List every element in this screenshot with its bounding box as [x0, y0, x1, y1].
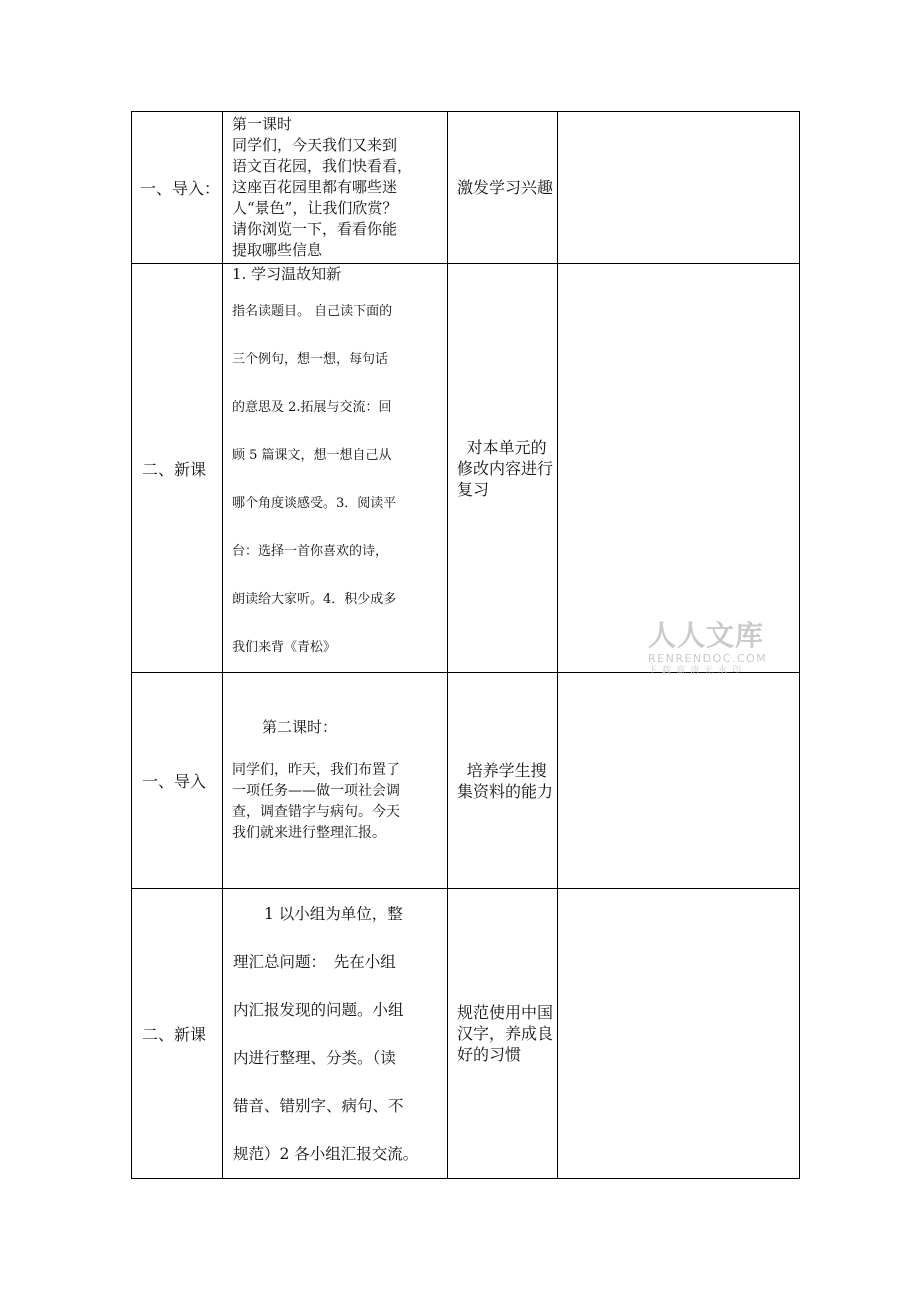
stage-cell: 一、导入 — [132, 673, 223, 889]
content-line: 请你浏览一下，看看你能 — [232, 220, 398, 238]
content-line: 1 以小组为单位，整 — [264, 904, 403, 923]
content-line: 查，调查错字与病句。今天 — [232, 804, 400, 820]
goal-cell: 培养学生搜集资料的能力 — [448, 673, 558, 889]
content-line: 一项任务——做一项社会调 — [232, 783, 400, 799]
content-line: 人“景色”，让我们欣赏？ — [232, 199, 398, 217]
content-cell — [223, 889, 448, 1179]
content-line: 同学们，昨天，我们布置了 — [232, 762, 400, 778]
content-line: 理汇总问题： 先在小组 — [233, 952, 396, 971]
watermark-logo: 人人文库 — [648, 619, 765, 652]
content-line: 语文百花园，我们快看看， — [232, 157, 413, 175]
goal-cell: 规范使用中国汉字，养成良好的习惯 — [448, 889, 558, 1179]
stage-cell: 一、导入： — [132, 112, 223, 264]
note-cell — [558, 889, 800, 1179]
content-line: 朗读给大家听。4．积少成多 — [232, 592, 397, 607]
content-line: 规范）2 各小组汇报交流。 — [233, 1144, 419, 1163]
content-cell — [223, 112, 448, 264]
table-row — [132, 112, 800, 264]
table-row — [132, 889, 800, 1179]
table-row — [132, 264, 800, 673]
content-line: 提取哪些信息 — [232, 241, 323, 259]
content-line: 指名读题目。 自己读下面的 — [232, 304, 393, 319]
content-line: 内进行整理、分类。（读 — [233, 1048, 396, 1067]
watermark-tagline: 下载高清无水印 — [648, 666, 747, 676]
note-cell — [558, 112, 800, 264]
goal-cell: 对本单元的修改内容进行复习 — [448, 264, 558, 673]
lesson-plan-table — [131, 111, 800, 1179]
content-line: 顾 5 篇课文，想一想自己从 — [232, 448, 392, 463]
content-line: 内汇报发现的问题。小组 — [233, 1000, 404, 1019]
content-cell — [223, 264, 448, 673]
content-line: 错音、错别字、病句、不 — [233, 1096, 404, 1115]
goal-cell: 激发学习兴趣 — [448, 112, 558, 264]
note-cell — [558, 673, 800, 889]
content-line: 三个例句，想一想，每句话 — [232, 352, 389, 367]
content-line: 我们来背《青松》 — [232, 640, 337, 655]
content-line: 的意思及 2.拓展与交流：回 — [232, 400, 392, 415]
content-line: 台：选择一首你喜欢的诗， — [232, 544, 389, 559]
note-cell — [558, 264, 800, 673]
content-line: 我们就来进行整理汇报。 — [232, 825, 386, 841]
content-line: 哪个角度谈感受。3．阅读平 — [232, 496, 397, 511]
stage-cell: 二、新课 — [132, 264, 223, 673]
content-line: 第一课时 — [232, 115, 293, 133]
content-cell — [223, 673, 448, 889]
content-line: 1. 学习温故知新 — [232, 265, 342, 283]
table-row — [132, 673, 800, 889]
content-line: 同学们，今天我们又来到 — [232, 136, 398, 154]
content-line: 这座百花园里都有哪些迷 — [232, 178, 398, 196]
watermark-domain: RENRENDOC.COM — [648, 652, 768, 665]
stage-cell: 二、新课 — [132, 889, 223, 1179]
lesson-heading: 第二课时： — [262, 718, 338, 736]
